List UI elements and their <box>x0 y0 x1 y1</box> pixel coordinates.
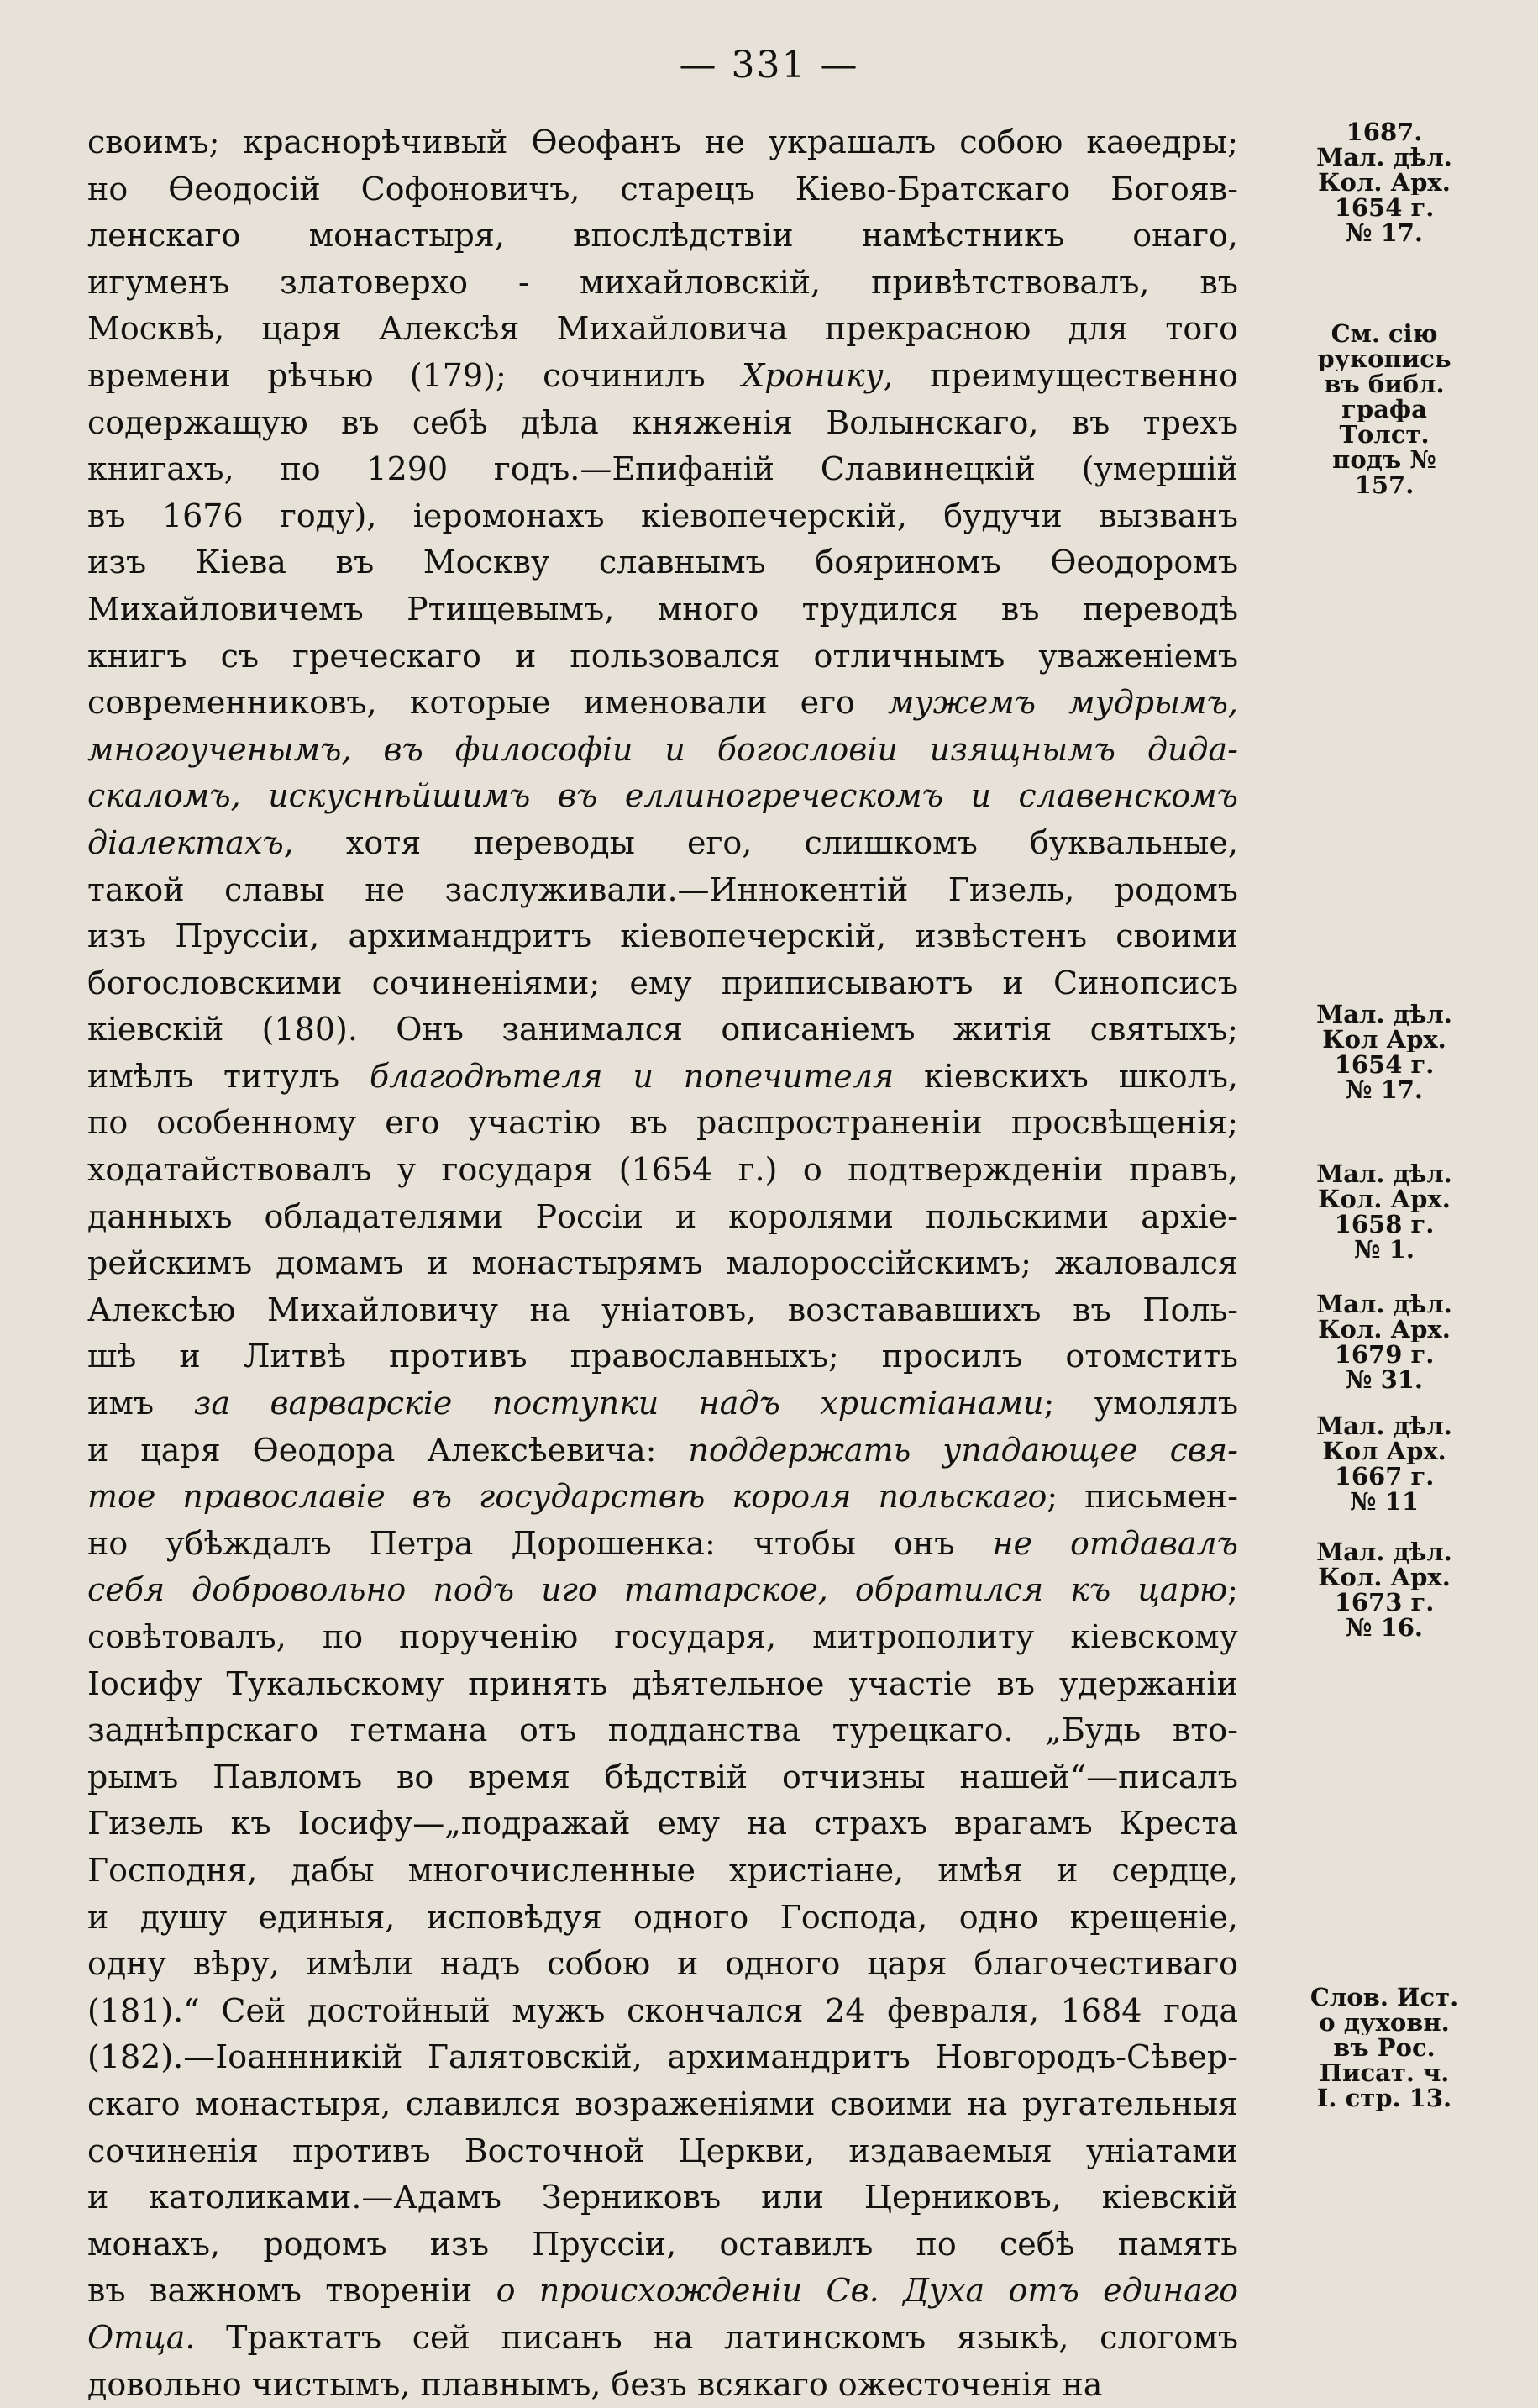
text-line <box>87 680 1238 727</box>
text-segment: кіевскихъ школъ, <box>894 1058 1238 1095</box>
text-line <box>87 2174 1238 2221</box>
text-line <box>87 2268 1238 2315</box>
text-segment: Алексѣю Михайловичу на уніатовъ, возстававшихъ въ Поль- <box>87 1291 1238 1328</box>
text-segment: рымъ Павломъ во время бѣдствій отчизны нашей“—писалъ <box>87 1759 1238 1795</box>
text-segment: въ 1676 году), іеромонахъ кіевопечерскій, будучи вызванъ <box>87 497 1238 534</box>
italic-text: скаломъ, искуснѣйшимъ въ еллиногреческомъ и славенскомъ <box>87 777 1238 814</box>
italic-text: о происхожденіи Св. Духа отъ единаго <box>496 2272 1238 2309</box>
text-line <box>87 1147 1238 1194</box>
text-line <box>87 1427 1238 1475</box>
margin-note-line: № 11 <box>1241 1489 1527 1514</box>
text-line <box>87 306 1238 353</box>
margin-note-line: подъ № <box>1241 447 1527 472</box>
text-segment: скаго монастыря, славился возраженіями своими на ругательныя <box>87 2085 1238 2122</box>
text-line <box>87 773 1238 820</box>
text-segment: богословскими сочиненіями; ему приписываютъ и Синопсисъ <box>87 965 1238 1002</box>
margin-note-line: 1658 г. <box>1241 1212 1527 1237</box>
text-segment: имѣлъ титулъ <box>87 1058 370 1095</box>
italic-text: поддержать упадающее свя- <box>688 1432 1238 1469</box>
italic-text: тое православіе въ государствѣ короля польскаго <box>87 1478 1047 1515</box>
text-segment: такой славы не заслуживали.—Иннокентій Гизель, родомъ <box>87 871 1238 908</box>
margin-note-line: 1654 г. <box>1241 1052 1527 1077</box>
text-line <box>87 260 1238 307</box>
text-segment: Москвѣ, царя Алексѣя Михайловича прекрасною для того <box>87 310 1238 347</box>
text-line <box>87 1474 1238 1521</box>
margin-note <box>1241 1291 1527 1392</box>
text-line <box>87 539 1238 586</box>
text-line <box>87 353 1238 400</box>
text-segment: но Ѳеодосій Софоновичъ, старецъ Кіево-Братскаго Богояв- <box>87 171 1238 208</box>
text-segment: современниковъ, которые именовали его <box>87 684 888 721</box>
margin-note-line: Кол. Арх. <box>1241 170 1527 195</box>
margin-note-line: Кол. Арх. <box>1241 1564 1527 1590</box>
text-segment: въ важномъ твореніи <box>87 2272 496 2309</box>
text-segment: , преимущественно <box>884 357 1238 394</box>
text-line <box>87 1661 1238 1708</box>
text-segment: своимъ; краснорѣчивый Ѳеофанъ не украшалъ собою каѳедры; <box>87 124 1238 160</box>
italic-text: благодѣтеля и попечителя <box>370 1058 894 1095</box>
text-segment: книгахъ, по 1290 годъ.—Епифаній Славинецкій (умершій <box>87 450 1238 487</box>
text-line <box>87 446 1238 493</box>
margin-note-line: 1679 г. <box>1241 1342 1527 1367</box>
text-line <box>87 1707 1238 1754</box>
text-segment: Гизель къ Іосифу—„подражай ему на страхъ врагамъ Креста <box>87 1805 1238 1842</box>
text-line <box>87 1240 1238 1287</box>
text-line <box>87 586 1238 634</box>
margin-note-line: № 16. <box>1241 1615 1527 1640</box>
text-line <box>87 2315 1238 2362</box>
text-segment: и душу единыя, исповѣдуя одного Господа, одно крещеніе, <box>87 1899 1238 1936</box>
text-segment: довольно чистымъ, плавнымъ, безъ всякаго ожесточенія на <box>87 2366 1102 2403</box>
margin-note-line: Толст. <box>1241 422 1527 447</box>
text-line <box>87 1941 1238 1988</box>
margin-note-line: Мал. дѣл. <box>1241 1539 1527 1564</box>
text-segment: ленскаго монастыря, впослѣдствіи намѣстникъ онаго, <box>87 217 1238 254</box>
text-segment: одну вѣру, имѣли надъ собою и одного царя благочестиваго <box>87 1945 1238 1982</box>
text-line <box>87 2128 1238 2175</box>
text-segment: (182).—Іоаннникій Галятовскій, архимандритъ Новгородъ-Сѣвер- <box>87 2038 1238 2075</box>
margin-note-line: въ Рос. <box>1241 2035 1527 2060</box>
text-segment: , хотя переводы его, слишкомъ буквальные, <box>284 824 1238 861</box>
margin-note-line: Слов. Ист. <box>1241 1985 1527 2010</box>
text-segment: но убѣждалъ Петра Дорошенка: чтобы онъ <box>87 1525 992 1562</box>
text-segment: и католиками.—Адамъ Зерниковъ или Церниковъ, кіевскій <box>87 2179 1238 2216</box>
text-line <box>87 1100 1238 1147</box>
margin-note-line: Мал. дѣл. <box>1241 1291 1527 1317</box>
text-segment: Іосифу Тукальскому принять дѣятельное участіе въ удержаніи <box>87 1665 1238 1702</box>
text-line <box>87 820 1238 867</box>
text-segment: Господня, дабы многочисленные христіане, имѣя и сердце, <box>87 1852 1238 1889</box>
margin-note <box>1241 1985 1527 2111</box>
margin-note-line: 1667 г. <box>1241 1464 1527 1489</box>
text-segment: данныхъ обладателями Россіи и королями польскими архіе- <box>87 1198 1238 1235</box>
text-segment: и царя Ѳеодора Алексѣевича: <box>87 1432 688 1469</box>
text-segment: рейскимъ домамъ и монастырямъ малороссійскимъ; жаловался <box>87 1244 1238 1281</box>
text-line <box>87 1380 1238 1427</box>
margin-note-line: № 17. <box>1241 1077 1527 1102</box>
main-text-column <box>87 119 1238 2408</box>
text-segment: изъ Кіева въ Москву славнымъ бояриномъ Ѳеодоромъ <box>87 544 1238 581</box>
text-line <box>87 166 1238 213</box>
text-line <box>87 400 1238 447</box>
margin-note-line: 1687. <box>1241 119 1527 145</box>
margin-note-line: № 1. <box>1241 1237 1527 1262</box>
text-line <box>87 2081 1238 2128</box>
text-segment: имъ <box>87 1385 194 1422</box>
italic-text: діалектахъ <box>87 824 284 861</box>
text-line <box>87 1848 1238 1895</box>
text-line <box>87 634 1238 681</box>
margin-note <box>1241 119 1527 245</box>
text-segment: по особенному его участію въ распространеніи просвѣщенія; <box>87 1104 1238 1141</box>
text-line <box>87 913 1238 960</box>
text-line <box>87 119 1238 166</box>
margin-note-line: въ библ. <box>1241 371 1527 397</box>
text-line <box>87 1521 1238 1568</box>
text-segment: кіевскій (180). Онъ занимался описаніемъ житія святыхъ; <box>87 1011 1238 1048</box>
text-segment: Михайловичемъ Ртищевымъ, много трудился въ переводѣ <box>87 591 1238 628</box>
margin-note <box>1241 1002 1527 1102</box>
text-line <box>87 1895 1238 1942</box>
text-line <box>87 213 1238 260</box>
text-line <box>87 1801 1238 1848</box>
margin-note <box>1241 1413 1527 1514</box>
margin-note-line: Писат. ч. <box>1241 2060 1527 2085</box>
text-line <box>87 1054 1238 1101</box>
text-segment: шѣ и Литвѣ противъ православныхъ; просилъ отомстить <box>87 1338 1238 1375</box>
text-line <box>87 867 1238 914</box>
margin-note-line: о духовн. <box>1241 2010 1527 2035</box>
italic-text: Хронику <box>742 357 884 394</box>
text-segment: заднѣпрскаго гетмана отъ подданства турецкаго. „Будь вто- <box>87 1711 1238 1748</box>
text-line <box>87 2034 1238 2081</box>
margin-note-line: № 17. <box>1241 220 1527 245</box>
text-line <box>87 1287 1238 1334</box>
margin-note-line: Мал. дѣл. <box>1241 1002 1527 1027</box>
text-line <box>87 727 1238 774</box>
text-line <box>87 493 1238 540</box>
text-segment: изъ Пруссіи, архимандритъ кіевопечерскій, извѣстенъ своими <box>87 917 1238 954</box>
text-segment: игуменъ златоверхо - михайловскій, привѣтствовалъ, въ <box>87 264 1238 301</box>
text-line <box>87 2221 1238 2269</box>
margin-note <box>1241 321 1527 497</box>
text-segment: ходатайствовалъ у государя (1654 г.) о подтвержденіи правъ, <box>87 1151 1238 1188</box>
margin-note-line: рукопись <box>1241 346 1527 371</box>
italic-text: за варварскіе поступки надъ христіанами <box>194 1385 1044 1422</box>
text-line <box>87 1333 1238 1380</box>
text-line <box>87 960 1238 1007</box>
text-line <box>87 1007 1238 1054</box>
text-segment: монахъ, родомъ изъ Пруссіи, оставилъ по себѣ память <box>87 2226 1238 2263</box>
text-segment: ; умолялъ <box>1043 1385 1238 1422</box>
text-line <box>87 1567 1238 1614</box>
italic-text: многоученымъ, въ философіи и богословіи изящнымъ дида- <box>87 731 1238 768</box>
margin-note-line: № 31. <box>1241 1367 1527 1392</box>
text-segment: совѣтовалъ, по порученію государя, митрополиту кіевскому <box>87 1618 1238 1655</box>
margin-note-line: Мал. дѣл. <box>1241 1161 1527 1186</box>
text-segment: ; <box>1227 1571 1238 1608</box>
margin-note-line: Кол Арх. <box>1241 1027 1527 1052</box>
text-segment: . Трактатъ сей писанъ на латинскомъ языкѣ, слогомъ <box>185 2319 1238 2356</box>
margin-note-line: Кол. Арх. <box>1241 1186 1527 1212</box>
text-segment: ; письмен- <box>1047 1478 1238 1515</box>
margin-note-line: Кол. Арх. <box>1241 1317 1527 1342</box>
text-segment: сочиненія противъ Восточной Церкви, издаваемыя уніатами <box>87 2132 1238 2169</box>
margin-note-line: Кол Арх. <box>1241 1438 1527 1464</box>
text-line <box>87 1194 1238 1241</box>
margin-note-line: Мал. дѣл. <box>1241 1413 1527 1438</box>
margin-note-line: 157. <box>1241 472 1527 497</box>
text-line <box>87 1988 1238 2035</box>
text-segment: содержащую въ себѣ дѣла княженія Волынскаго, въ трехъ <box>87 404 1238 441</box>
margin-note-line: I. стр. 13. <box>1241 2085 1527 2111</box>
margin-note-line: графа <box>1241 397 1527 422</box>
page-number: — 331 — <box>0 44 1538 87</box>
margin-note-line: 1654 г. <box>1241 195 1527 220</box>
margin-note-line: 1673 г. <box>1241 1590 1527 1615</box>
text-line <box>87 1614 1238 1661</box>
margin-note-line: См. сію <box>1241 321 1527 346</box>
margin-note <box>1241 1539 1527 1640</box>
text-line <box>87 1754 1238 1801</box>
margin-note <box>1241 1161 1527 1262</box>
italic-text: не отдавалъ <box>992 1525 1238 1562</box>
italic-text: себя добровольно подъ иго татарское, обратился къ царю <box>87 1571 1227 1608</box>
text-segment: книгъ съ греческаго и пользовался отличнымъ уваженіемъ <box>87 638 1238 675</box>
margin-note-line: Мал. дѣл. <box>1241 145 1527 170</box>
italic-text: Отца <box>87 2319 185 2356</box>
text-segment: времени рѣчью (179); сочинилъ <box>87 357 742 394</box>
text-line <box>87 2362 1238 2408</box>
italic-text: мужемъ мудрымъ, <box>888 684 1238 721</box>
text-segment: (181).“ Сей достойный мужъ скончался 24 февраля, 1684 года <box>87 1992 1238 2029</box>
